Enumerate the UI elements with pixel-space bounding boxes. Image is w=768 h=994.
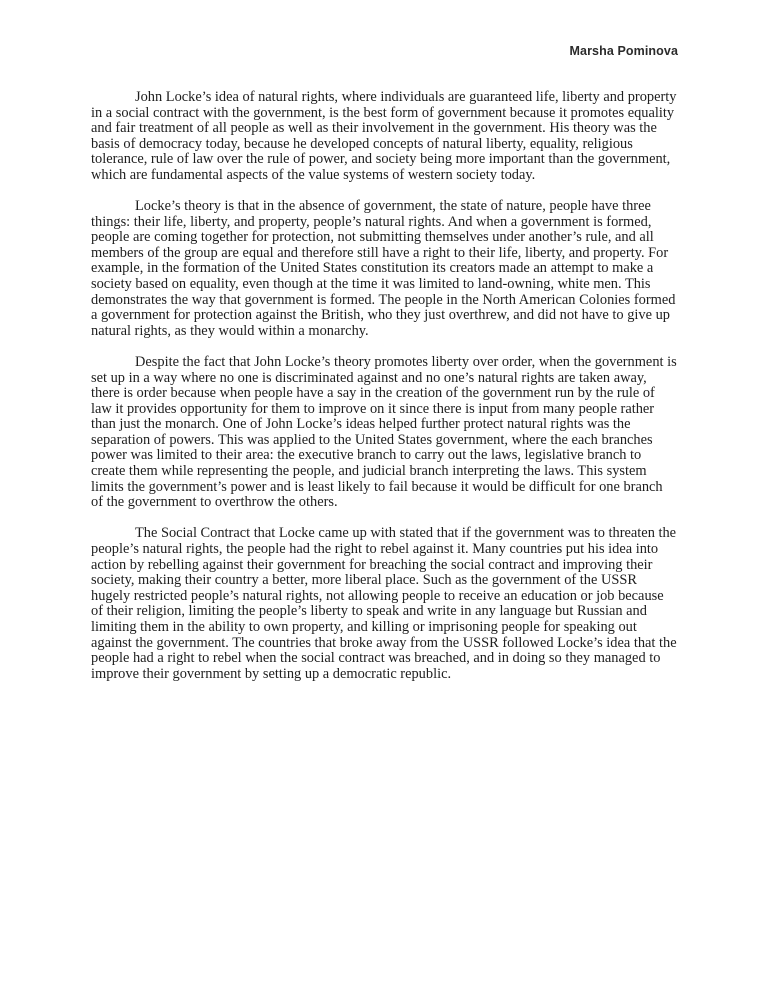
essay-body — [91, 90, 678, 698]
author-name: Marsha Pominova — [569, 44, 678, 58]
paragraph-4: The Social Contract that Locke came up with stated that if the government was to threaten the people’s natural rights, the people had the right to rebel against it. Many countries put his idea into action by rebelling against their government for breaching the social contract and improving their society, making their country a better, more liberal place. Such as the government of the USSR hugely restricted people’s natural rights, not allowing people to receive an education or job because of their religion, limiting the people’s liberty to speak and write in any language but Russian and limiting them in the ability to own property, and killing or imprisoning people for speaking out against the government. The countries that broke away from the USSR followed Locke’s idea that the people had a right to rebel when the social contract was breached, and in doing so they managed to improve their government by setting up a democratic republic. — [91, 525, 677, 682]
paragraph-3: Despite the fact that John Locke’s theory promotes liberty over order, when the government is set up in a way where no one is discriminated against and no one’s natural rights are taken away, there is order because when people have a say in the creation of the government run by the rule of law it provides opportunity for them to improve on it since there is input from many people rather than just the monarch. One of John Locke’s ideas helped further protect natural rights was the separation of powers. This was applied to the United States government, where the each branches power was limited to their area: the executive branch to carry out the laws, legislative branch to create them while representing the people, and judicial branch interpreting the laws. This system limits the government’s power and is least likely to fail because it would be difficult for one branch of the government to overthrow the others. — [91, 353, 677, 511]
paragraph-2: Locke’s theory is that in the absence of government, the state of nature, people have three things: their life, liberty, and property, people’s natural rights. And when a government is formed, people are coming together for protection, not submitting themselves under another’s rule, and all members of the group are equal and therefore still have a right to their life, liberty, and property. For example, in the formation of the United States constitution its creators made an attempt to make a society based on equality, even though at the time it was limited to land-owning, white men. This demonstrates the way that government is formed. The people in the North American Colonies formed a government for protection against the British, who they just overthrew, and did not have to give up natural rights, as they would within a monarchy. — [91, 198, 676, 339]
paragraph-1: John Locke’s idea of natural rights, where individuals are guaranteed life, liberty and property in a social contract with the government, is the best form of government because it promotes equality and fair treatment of all people as well as their involvement in the government. His theory was the basis of democracy today, because he developed concepts of natural liberty, equality, religious tolerance, rule of law over the rule of power, and society being more important than the government, which are fundamental aspects of the value systems of western society today. — [91, 89, 677, 183]
